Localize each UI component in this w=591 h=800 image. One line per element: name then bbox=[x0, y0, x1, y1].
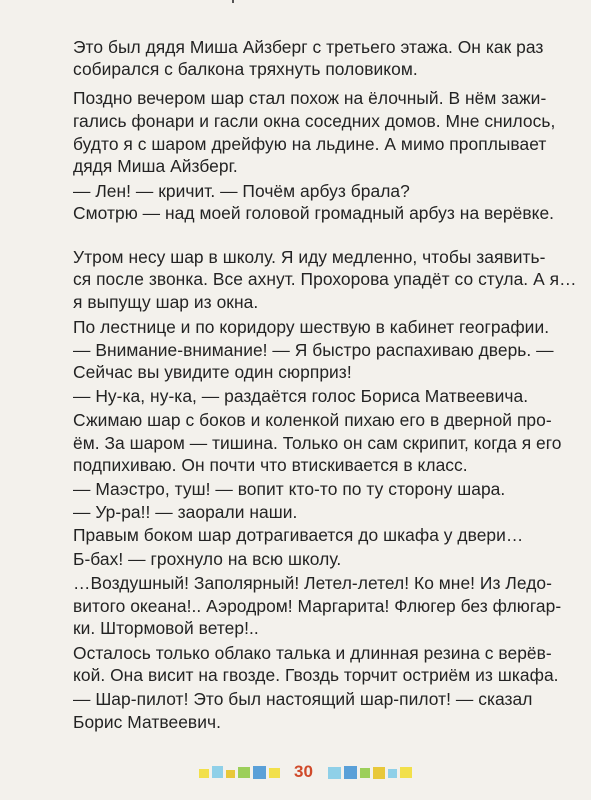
text-line: — Шар-пилот! Это был настоящий шар-пилот! — сказал bbox=[73, 689, 533, 709]
text-line: подпихиваю. Он почти что втискивается в класс. bbox=[73, 455, 468, 475]
page-number: 30 bbox=[294, 762, 313, 781]
text-line: — Внимание-внимание! — Я быстро распахиваю дверь. — bbox=[73, 340, 554, 360]
text-line: Это был дядя Миша Айзберг с третьего этажа. Он как раз bbox=[73, 37, 544, 57]
decor-square bbox=[328, 767, 341, 779]
decor-square bbox=[238, 767, 250, 778]
decor-square bbox=[373, 767, 385, 779]
text-line: — Маэстро, туш! — вопит кто-то по ту сторону шара. bbox=[73, 479, 506, 499]
text-line: Поздно вечером шар стал похож на ёлочный. В нём зажи- bbox=[73, 88, 547, 108]
text-line: будто я с шаром дрейфую на льдине. А мимо проплывает bbox=[73, 134, 547, 154]
text-line: Утром несу шар в школу. Я иду медленно, чтобы заявить- bbox=[73, 247, 546, 267]
text-line: собирался с балкона тряхнуть половиком. bbox=[73, 59, 418, 79]
decor-square bbox=[269, 768, 280, 778]
text-line: ём. За шаром — тишина. Только он сам скрипит, когда я его bbox=[73, 433, 562, 453]
decor-square bbox=[199, 769, 209, 778]
text-line: витого океана!.. Аэродром! Маргарита! Флюгер без флюгар- bbox=[73, 596, 562, 616]
text-line: Сейчас вы увидите один сюрприз! bbox=[73, 362, 352, 382]
text-line: Борис Матвеевич. bbox=[73, 712, 221, 732]
text-line: ся после звонка. Все ахнут. Прохорова упадёт со стула. А я… bbox=[73, 269, 577, 289]
text-line: Правым боком шар дотрагивается до шкафа у двери… bbox=[73, 525, 524, 545]
text-line: — Ну-ка, ну-ка, — раздаётся голос Бориса Матвеевича. bbox=[73, 386, 529, 406]
text-line: я выпущу шар из окна. bbox=[73, 292, 259, 312]
decor-square bbox=[400, 767, 412, 778]
text-line: кой. Она висит на гвозде. Гвоздь торчит остриём из шкафа. bbox=[73, 665, 559, 685]
text-line: Сжимаю шар с боков и коленкой пихаю его в дверной про- bbox=[73, 410, 552, 430]
decor-square bbox=[360, 768, 370, 778]
text-line: — Ур-ра!! — заорали наши. bbox=[73, 502, 298, 522]
text-line: По лестнице и по коридору шествую в кабинет географии. bbox=[73, 317, 550, 337]
text-line: ки. Штормовой ветер!.. bbox=[73, 618, 259, 638]
page-edge-mark bbox=[232, 0, 234, 3]
text-line: — Лен! — кричит. — Почём арбуз брала? bbox=[73, 181, 410, 201]
text-line: дядя Миша Айзберг. bbox=[73, 156, 238, 176]
decor-square bbox=[226, 770, 235, 778]
text-line: Б-бах! — грохнуло на всю школу. bbox=[73, 549, 342, 569]
decor-square bbox=[344, 766, 357, 779]
decor-square bbox=[212, 766, 223, 778]
text-line: …Воздушный! Заполярный! Летел-летел! Ко мне! Из Ледо- bbox=[73, 573, 552, 593]
decor-square bbox=[253, 766, 266, 779]
text-line: Смотрю — над моей головой громадный арбуз на верёвке. bbox=[73, 203, 555, 223]
text-line: гались фонари и гасли окна соседних домов. Мне снилось, bbox=[73, 111, 556, 131]
decor-square bbox=[388, 769, 397, 778]
text-line: Осталось только облако талька и длинная резина с верёв- bbox=[73, 643, 552, 663]
